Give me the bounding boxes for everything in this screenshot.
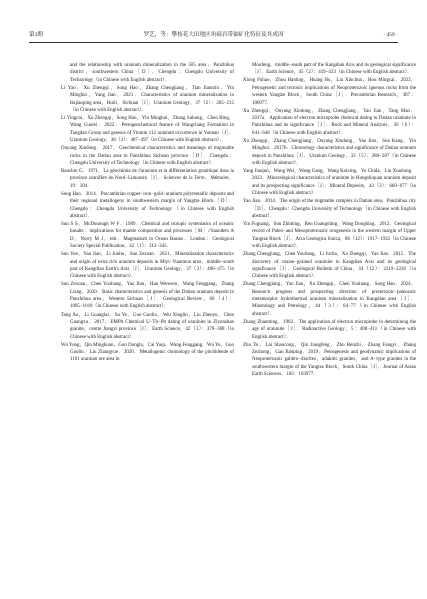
reference-entry: Yao Jian．2014．The origin of the migmatite complex in Datian area，Panzhihua city［D］．Chengdu：Chengdu University of Technology（in Chinese with English abstract）． — [243, 199, 416, 219]
reference-entry: Xu Zhengqi，Zhang Chengjiang，Ouyang Xindong，Yao Jian，Sun Kang，Yin Minghui．2017b．Chronology characteristics and significance of Datian uranium deposit in Panzhihua［J］．Uranium Geology，33（5）：280−287（in Chinese with English abstract）． — [243, 138, 416, 166]
reference-entry: Xu Zhengqi，Ouyang Xindong，Zhang Chengjiang，Yao Jian，Tang Man．2017a．Application of electron microprobe chemical dating to Datian uraninite in Panzhihua and its significance［J］．Rock and Mineral Analysis，36（6）：641−648（in Chinese with English abstract）． — [243, 108, 416, 136]
reference-entry: Zhu Yu，Lai Shaocong，Qin Jiangfeng，Zhu Renzhi，Zhang Fangyi，Zhang Zezhong，Gan Baoping．2019．Petrogenesis and geodynamic implications of Neoproterozoic gabbro−diorites，adakitic granites，and A−type granites in the southwestern margin of the Yangtze Block，South China［J］．Journal of Asian Earth Sciences，183：103977． — [243, 342, 416, 378]
reference-entry: Xiong Fuhao，Zhou Hanting，Huang Hu，Liu Xinchun，Hou Mingcai．2023．Petrogenetic and tectonic implications of Neoproterozoic igneous rocks from the western Yangtze Block，South China［J］．Precambrian Research，387：106977． — [243, 78, 416, 106]
reference-entry: Li Yingcai，Xu Zhengqi，Song Hao，Yin Minghui，Zhang Suhong，Chen Bing，Wang Guolei．2022．Petrogeochemical feature of Wangchang Formation in Tangdan Group and genesis of Yinmin 112 uranium occurrence in Yunnan［J］．Uranium Geology，38（3）：487−497（in Chinese with English abstract）． — [61, 116, 234, 144]
reference-entry: Song Hao．2014．Precambrian copper−iron−gold−uranium polymetallic deposits and their regional metallogeny in southwestern margin of Yangtze Block［D］．Chengdu：Chengdu University of Technology（in Chinese with English abstract）． — [61, 191, 234, 219]
reference-column-right — [243, 62, 416, 379]
reference-entry: Yin Fuguang，Sun Zhiming，Ren Guangming，Wang Donghing．2012．Geological record of Paleo−and Mesoproterozoic orogenesis in the western margin of Upper Yangtze Block［J］．Acta Geologica Sinica，86（12）：1917−1932（in Chinese with English abstract）． — [243, 222, 416, 250]
reference-entry: Moufeng，middle−south part of the Kangdian Axis and its geological significance［J］．Earth Science，45（2）：419−433（in Chinese with English abstract）． — [252, 63, 416, 76]
running-title: 罗艺，等：攀枝花大田地区角砾岩带铀矿化特征及其成因 — [143, 32, 284, 38]
reference-entry: Zhang Zhaoming．1982．The application of electron microprobe in determining the age of uraninite［J］．Radioactive Geology，5：408−411（in Chinese with English abstract）． — [243, 319, 416, 340]
reference-entry: Ouyang Xindong．2017．Geochemical characteristics and meanings of migmatite rocks in the Datian area in Panzhihua Sichuan province［D］．Chengdu：Chengdu University of Technology（in Chinese with English abstract）． — [61, 146, 234, 166]
reference-entry: Sun Zexuan，Chen Youliang，Yao Jian，Han Wenwen，Wang Fenggang，Zhang Liang．2020．Basic characteristics and genesis of the Datian uranium deposit in Panzhihua area，Western Sichuan［J］．Geological Review，66（4）：1005−1018（in Chinese with English abstract）． — [61, 282, 234, 310]
reference-entry: Yang Jianjun，Wang Wei，Wang Gang，Wang Kaixing，Yu Chida，Liu Xiaolong．2023．Mineralogical characteristics of uraninite in Hongshiquan uranium deposit and its prospecting significance［J］．Mineral Deposits，42（3）：660−677（in Chinese with English abstract）． — [243, 169, 416, 197]
reference-entry: Zhang Chengjiang，Chen Youliang，Li Jucha，Xu Zhengqi，Yao Jian．2015．The discovery of coarse−grained uraninite in Kangdian Axis and its geological significance［J］．Geological Bulletin of China，34（12）：2219−2226（in Chinese with English abstract）． — [243, 252, 416, 280]
running-header — [29, 30, 398, 43]
page-number: · 459 · — [383, 32, 398, 38]
reference-entry: Tang Ao，Li Guanglai，Su Ye，Guo Guolin，Wei Xinglin，Liu Zhenyu，Chen Guangxu．2017．EMPA Chemical U−Th−Pb dating of uraninite in Ziyunshan granite，centre Jiangxi province［J］．Earth Science，42（3）：378−388（in Chinese with English abstract）． — [61, 312, 234, 340]
reference-entry: Li Yao，Xu Zhengqi，Song Hao，Zhang Chengjiang，Tian Jianmin，Yin Minghui，Yang Jian．2021．Characteristics of uranium mineralization in Bajiaoping area，Huili，Sichuan［J］．Uranium Geology，37（2）：205−215（in Chinese with English abstract）． — [61, 85, 234, 113]
reference-entry: and the relationship with uranium mineralization in the 505 area，Panzhihua district，southwestern China［D］．Chengdu：Chengdu University of Technology（in Chinese with English abstract）． — [70, 63, 234, 83]
reference-entry: Wu Yong，Qin Minghuan，Guo Dongla，Cai Yuqi，Wang Fenggang，Wu Yu，Guo Guolin，Liu Zhangyue．2020．Metallogenic chronology of the pitchblende of 1101 uranium ore area in — [61, 342, 234, 363]
reference-entry: Zhang Chengjiang，Yao Jian，Xu Zhengqi，Chen Youliang，Song Hao．2024．Research progress and prospecting direction of proterozoic−paleozoic metamorphic hydrothermal uranium mineralization in Kangdian area［J］．Mineralogy and Petrology，44（3）：64−77（in Chinese with English abstract）． — [243, 282, 416, 317]
reference-entry: Sun Yue，Yao Jian，Li Junhu，Sun Zexuan．2021．Mineralization characteristics and origin of extra rich uranium deposits in Miyi−Yuanmou area，middle−south part of Kangdian Earth's Axis［J］．Uranium Geology，37（3）：466−475（in Chinese with English abstract）． — [61, 252, 234, 280]
reference-column-left — [61, 62, 234, 365]
reference-entry: Sun S S，McDonough W F．1989．Chemical and isotopic systematics of oceanic basalts：implications for mantle composition and processes［M］//Saunders A D，Norry M J，eds．Magmatism in Ocean Basins．London：Geological Society Special Publication，42（1）：313−345． — [61, 222, 234, 250]
reference-entry: Ranchin G．1971．La géochimie de l'uranium et la différentiation granitique dans la province uranifère du Nord−Limousin［J］．Sciences de la Terre，Mémoire，19：394． — [61, 169, 234, 189]
issue-label: 第3期 — [29, 32, 43, 38]
